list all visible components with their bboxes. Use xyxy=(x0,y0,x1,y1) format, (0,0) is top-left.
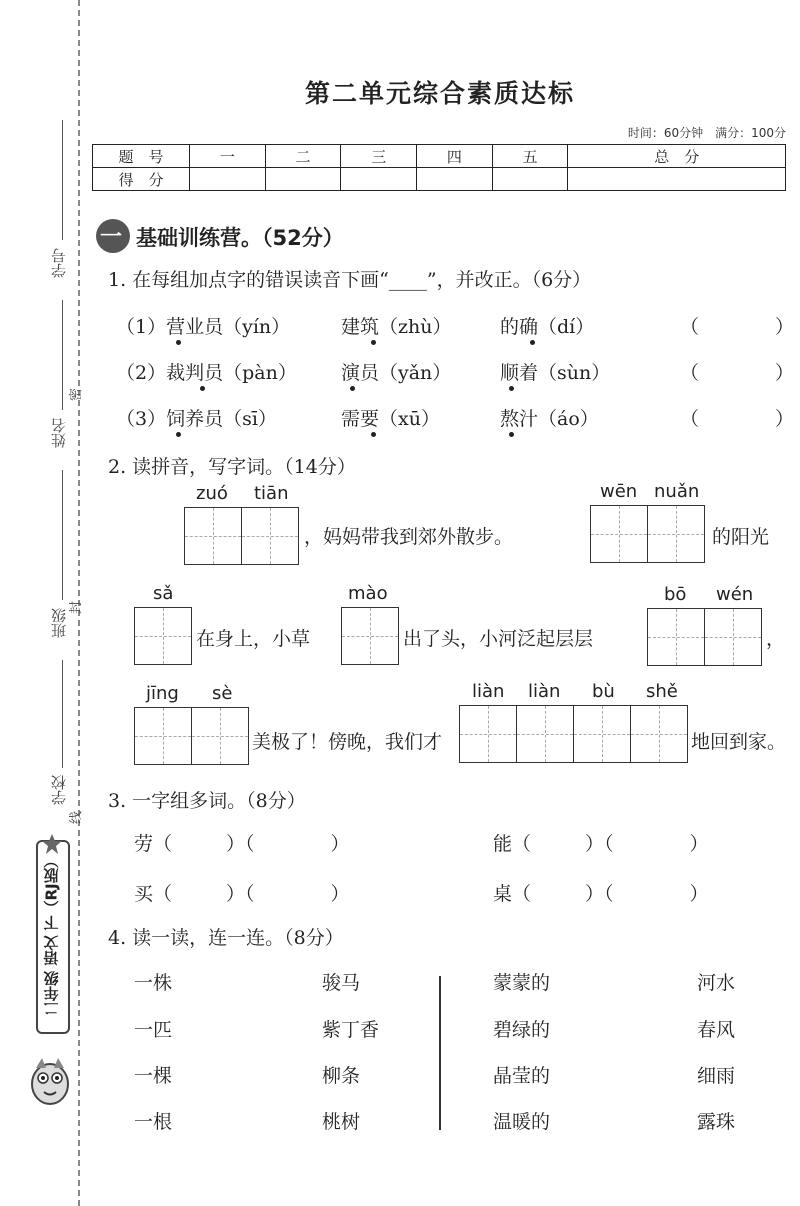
q3-char: 劳（ xyxy=(134,833,173,855)
q1-item: 建筑（zhù） xyxy=(341,316,452,338)
pinyin-label: mào xyxy=(348,583,388,604)
writing-box-group xyxy=(647,608,762,666)
q2-text: ， xyxy=(766,628,786,650)
q3-char: 能（ xyxy=(493,833,532,855)
writing-box[interactable] xyxy=(648,609,705,665)
seal-char-mi: 密 xyxy=(69,387,85,402)
match-item[interactable]: 一株 xyxy=(134,972,173,994)
q1-answer-blank[interactable]: （ ） xyxy=(680,362,795,384)
q1-answer-blank[interactable]: （ ） xyxy=(680,316,795,338)
q1-title: 1. 在每组加点字的错误读音下画“____”，并改正。（6分） xyxy=(108,269,592,291)
q1-answer-blank[interactable]: （ ） xyxy=(680,408,795,430)
column-divider xyxy=(439,976,441,1130)
writing-box-group xyxy=(134,607,192,665)
mascot-icon xyxy=(28,1040,72,1106)
q3-char: 桌（ xyxy=(493,883,532,905)
section-title: 基础训练营。（52分） xyxy=(136,226,344,250)
q2-text: 出了头，小河泛起层层 xyxy=(403,628,594,650)
school-line[interactable] xyxy=(62,660,63,768)
writing-box[interactable] xyxy=(648,506,704,562)
emphasis-dot xyxy=(509,386,514,391)
seal-char-xian: 线 xyxy=(69,810,85,825)
q3-title: 3. 一字组多词。（8分） xyxy=(108,790,306,812)
score-input-cell[interactable] xyxy=(568,168,786,191)
q3-answer-blanks[interactable]: ）（ ） xyxy=(188,883,350,905)
match-item[interactable]: 晶莹的 xyxy=(493,1065,551,1087)
emphasis-dot xyxy=(371,432,376,437)
writing-box[interactable] xyxy=(135,608,191,664)
score-table-score-row xyxy=(93,168,786,191)
emphasis-dot xyxy=(530,340,535,345)
emphasis-dot xyxy=(176,340,181,345)
school-label: 学校 xyxy=(50,775,68,805)
q2-text: ，妈妈带我到郊外散步。 xyxy=(304,526,514,548)
writing-box[interactable] xyxy=(192,708,248,764)
q2-text: 美极了！傍晚，我们才 xyxy=(252,731,443,753)
match-item[interactable]: 春风 xyxy=(697,1019,736,1041)
pinyin-label: tiān xyxy=(254,483,289,504)
writing-box-group xyxy=(459,705,688,763)
score-table-cell: 四 xyxy=(417,145,493,168)
class-line[interactable] xyxy=(62,470,63,600)
q1-item: 熬汁（áo） xyxy=(500,408,599,430)
pinyin-label: sè xyxy=(212,683,233,704)
writing-box[interactable] xyxy=(135,708,192,764)
writing-box-group xyxy=(341,607,399,665)
writing-box[interactable] xyxy=(185,508,242,564)
writing-box-group xyxy=(184,507,299,565)
writing-box[interactable] xyxy=(242,508,298,564)
star-icon xyxy=(40,832,64,856)
q1-item: 演员（yǎn） xyxy=(341,362,452,384)
q1-item: （1）营业员（yín） xyxy=(116,316,291,338)
q1-item: 顺着（sùn） xyxy=(500,362,611,384)
score-row-label: 得 分 xyxy=(93,168,190,191)
score-table-cell: 总 分 xyxy=(568,145,786,168)
pinyin-label: bō xyxy=(664,584,687,605)
q3-answer-blanks[interactable]: ）（ ） xyxy=(547,833,709,855)
emphasis-dot xyxy=(176,432,181,437)
q1-item: 的确（dí） xyxy=(500,316,595,338)
writing-box[interactable] xyxy=(705,609,761,665)
match-item[interactable]: 一根 xyxy=(134,1111,173,1133)
score-input-cell[interactable] xyxy=(341,168,417,191)
pinyin-label: nuǎn xyxy=(654,481,700,502)
q2-text: 地回到家。 xyxy=(691,731,787,753)
pinyin-label: sǎ xyxy=(153,583,174,604)
pinyin-label: jīng xyxy=(146,683,179,704)
q2-text: 的阳光 xyxy=(712,526,770,548)
score-table-cell: 一 xyxy=(190,145,266,168)
writing-box[interactable] xyxy=(631,706,687,762)
pinyin-label: liàn xyxy=(472,681,505,702)
name-line[interactable] xyxy=(62,300,63,410)
match-item[interactable]: 温暖的 xyxy=(493,1111,551,1133)
writing-box[interactable] xyxy=(460,706,517,762)
emphasis-dot xyxy=(509,432,514,437)
match-item[interactable]: 桃树 xyxy=(322,1111,361,1133)
match-item[interactable]: 碧绿的 xyxy=(493,1019,551,1041)
q3-answer-blanks[interactable]: ）（ ） xyxy=(188,833,350,855)
page-title: 第二单元综合素质达标 xyxy=(304,79,575,108)
score-table xyxy=(92,144,786,191)
score-table-cell: 五 xyxy=(492,145,568,168)
q1-item: （3）饲养员（sī） xyxy=(116,408,277,430)
match-item[interactable]: 河水 xyxy=(697,972,736,994)
score-table-header-row xyxy=(93,145,786,168)
emphasis-dot xyxy=(371,340,376,345)
seal-char-feng: 封 xyxy=(69,600,85,615)
pinyin-label: bù xyxy=(592,681,615,702)
score-input-cell[interactable] xyxy=(492,168,568,191)
match-item[interactable]: 蒙蒙的 xyxy=(493,972,551,994)
writing-box[interactable] xyxy=(591,506,648,562)
pinyin-label: wēn xyxy=(600,481,638,502)
writing-box[interactable] xyxy=(342,608,398,664)
q1-item: 需要（xū） xyxy=(341,408,440,430)
writing-box-group xyxy=(590,505,705,563)
score-table-cell: 二 xyxy=(265,145,341,168)
writing-box-group xyxy=(134,707,249,765)
time-score-info: 时间：60分钟 满分：100分 xyxy=(627,126,786,140)
score-table-cell: 题 号 xyxy=(93,145,190,168)
score-input-cell[interactable] xyxy=(417,168,493,191)
section-badge-number: 一 xyxy=(100,225,123,250)
q2-text: 在身上，小草 xyxy=(196,628,311,650)
pinyin-label: liàn xyxy=(528,681,561,702)
student-id-line[interactable] xyxy=(62,120,63,240)
score-table-cell: 三 xyxy=(341,145,417,168)
pinyin-label: zuó xyxy=(196,483,228,504)
student-id-label: 学号 xyxy=(50,248,68,278)
q4-title: 4. 读一读，连一连。（8分） xyxy=(108,927,344,949)
score-input-cell[interactable] xyxy=(190,168,266,191)
match-item[interactable]: 一匹 xyxy=(134,1019,173,1041)
writing-box[interactable] xyxy=(517,706,574,762)
grade-label: 二年级 语文 下（RJ版） xyxy=(42,853,61,1017)
q3-char: 买（ xyxy=(134,883,173,905)
match-item[interactable]: 露珠 xyxy=(697,1111,736,1133)
class-label: 班级 xyxy=(50,608,68,638)
q2-title: 2. 读拼音，写字词。（14分） xyxy=(108,456,356,478)
pinyin-label: shě xyxy=(646,681,678,702)
match-item[interactable]: 骏马 xyxy=(322,972,361,994)
q3-answer-blanks[interactable]: ）（ ） xyxy=(547,883,709,905)
writing-box[interactable] xyxy=(574,706,631,762)
match-item[interactable]: 柳条 xyxy=(322,1065,361,1087)
score-input-cell[interactable] xyxy=(265,168,341,191)
match-item[interactable]: 细雨 xyxy=(697,1065,736,1087)
emphasis-dot xyxy=(350,386,355,391)
match-item[interactable]: 紫丁香 xyxy=(322,1019,380,1041)
pinyin-label: wén xyxy=(716,584,754,605)
q1-item: （2）裁判员（pàn） xyxy=(116,362,297,384)
name-label: 姓名 xyxy=(50,418,68,448)
match-item[interactable]: 一棵 xyxy=(134,1065,173,1087)
emphasis-dot xyxy=(200,386,205,391)
